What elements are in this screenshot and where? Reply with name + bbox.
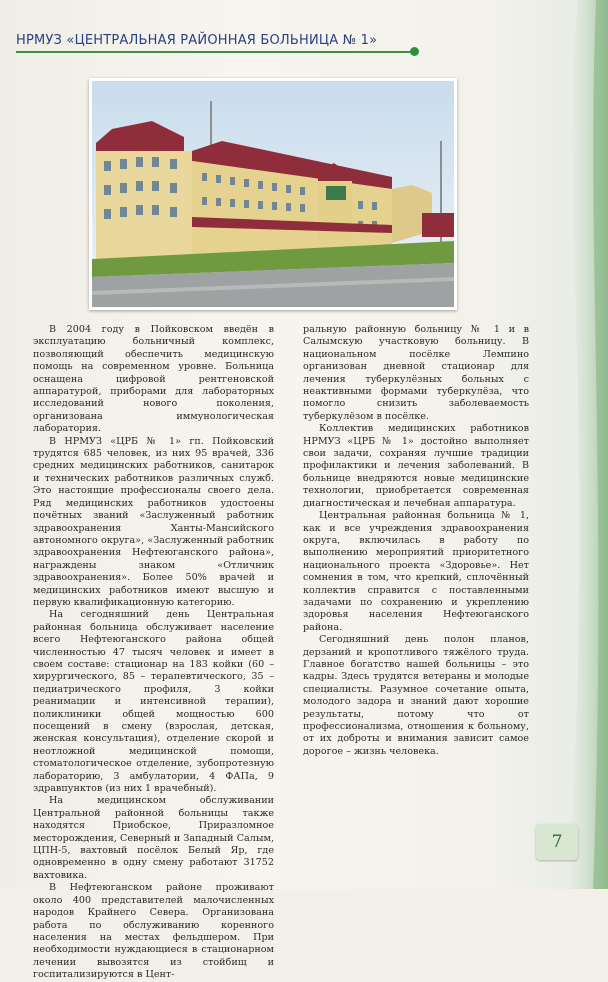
paragraph: В 2004 году в Пойковском введён в эксплуатацию больничный комплекс, позволяющий обеспечить медицинскую помощь на современном уровне. Больница оснащена цифровой рентгеновской аппаратурой, приборами для лабораторных исследований нового поколения, организована иммунологическая лаборатория.	[33, 324, 274, 435]
header-title: НРМУЗ «ЦЕНТРАЛЬНАЯ РАЙОННАЯ БОЛЬНИЦА № 1»	[16, 33, 378, 48]
page-number: 7	[536, 824, 578, 860]
paragraph: ральную районную больницу № 1 и в Салымскую участковую больницу. В национальном посёлке Лемпино организован дневной стационар для лечения туберкулёзных больных с неактивными формами туберкулёза, что помогло снизить заболеваемость туберкулёзом в посёлке.	[303, 324, 529, 422]
paragraph: В Нефтеюганском районе проживают около 400 представителей малочисленных народов Крайнего Севера. Организована работа по обслуживанию коренного населения на местах фельдшером. При необходимости нуждающиеся в стационарном лечении вывозятся из стойбищ и госпитализируются в Цент-	[33, 882, 274, 981]
header-bullet-dot	[410, 47, 419, 56]
paragraph: Сегодняшний день полон планов, дерзаний и кропотливого тяжёлого труда. Главное богатство нашей больницы – это кадры. Здесь трудятся ветераны и молодые специалисты. Разумное сочетание опыта, молодого задора и знаний дают хорошие результаты, потому что от профессионализма, отношения к больному, от их доброты и внимания зависит самое дорогое – жизнь человека.	[303, 634, 529, 757]
hospital-building-illustration	[92, 81, 454, 307]
paragraph: Коллектив медицинских работников НРМУЗ «ЦРБ № 1» достойно выполняет свои задачи, сохраняя лучшие традиции профилактики и лечения заболеваний. В больнице внедряются новые медицинские технологии, приобретается современная диагностическая и лечебная аппаратура.	[303, 423, 529, 509]
paragraph: На медицинском обслуживании Центральной районной больницы также находятся Приобское, Приразломное месторождения, Северный и Западный Салым, ЦПН-5, вахтовый посёлок Белый Яр, где одновременно в одну смену работают 31752 вахтовика.	[33, 795, 274, 881]
paragraph: В НРМУЗ «ЦРБ № 1» гп. Пойковский трудятся 685 человек, из них 95 врачей, 336 средних медицинских работников, санитарок и технических работников различных служб. Это настоящие профессионалы своего дела. Ряд медицинских работников удостоены почётных званий «Заслуженный работник здравоохранения Ханты-Мансийского автономного округа», «Заслуженный работник здравоохранения Нефтеюганского района», награждены знаком «Отличник здравоохранения». Более 50% врачей и медицинских работников имеют высшую и первую квалификационную категорию.	[33, 435, 274, 608]
right-text-column	[303, 324, 529, 758]
left-text-column	[33, 324, 274, 982]
page-header	[16, 33, 416, 53]
green-decorative-swoosh	[538, 0, 608, 889]
hospital-photo	[89, 78, 457, 310]
header-rule	[16, 51, 412, 53]
paragraph: На сегодняшний день Центральная районная больница обслуживает население всего Нефтеюганского района общей численностью 47 тысяч человек и имеет в своем составе: стационар на 183 койки (60 – хирургического, 85 – терапевтического, 35 – педиатрического профиля, 3 койки реанимации и интенсивной терапии), поликлиники общей мощностью 600 посещений в смену (взрослая, детская, женская консультация), отделение скорой и неотложной медицинской помощи, стоматологическое отделение, зубопротезную лабораторию, 3 амбулатории, 4 ФАПа, 9 здравпунктов (из них 1 врачебный).	[33, 609, 274, 795]
paragraph: Центральная районная больница № 1, как и все учреждения здравоохранения округа, включилась в работу по выполнению мероприятий приоритетного национального проекта «Здоровье». Нет сомнения в том, что крепкий, сплочённый коллектив справится с поставленными задачами по сохранению и укреплению здоровья населения Нефтеюганского района.	[303, 510, 529, 633]
